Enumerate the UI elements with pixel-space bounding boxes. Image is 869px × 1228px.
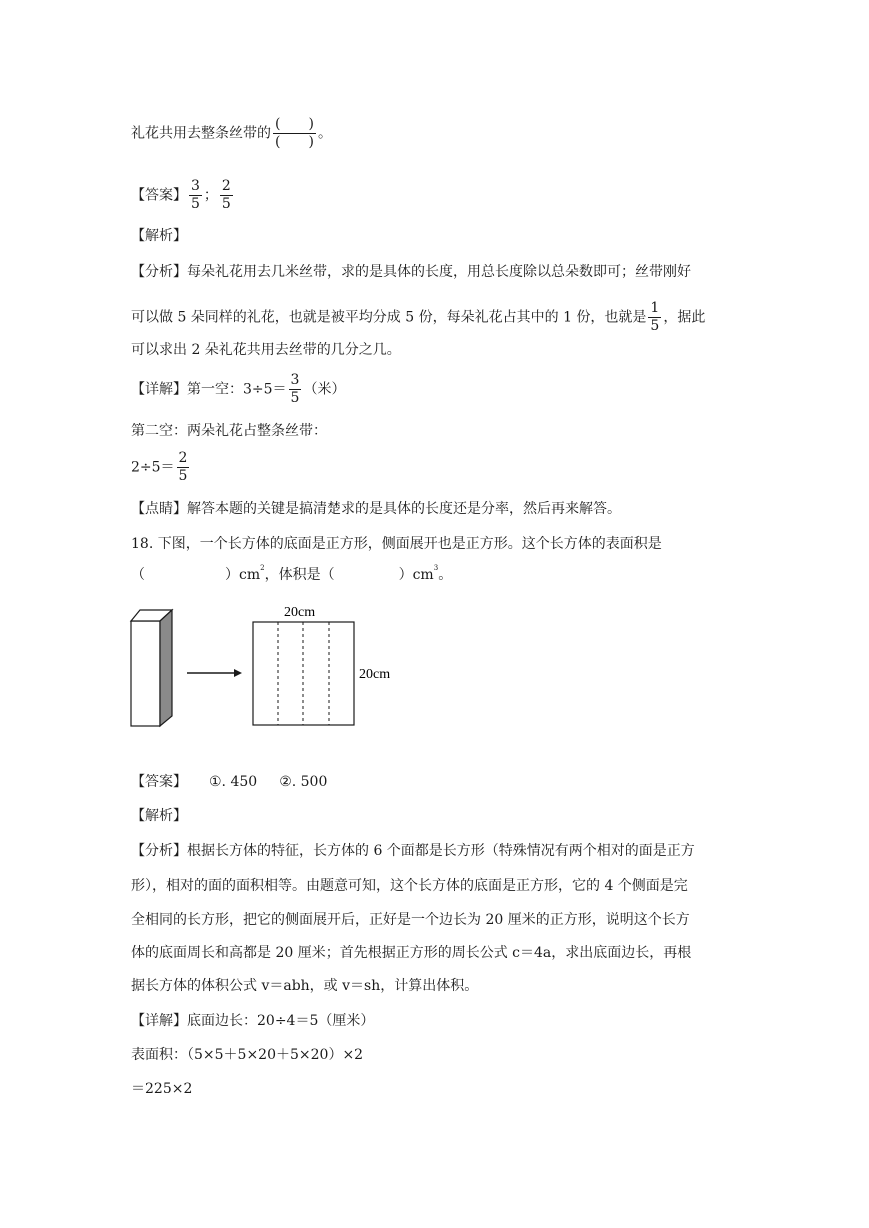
fraction-denominator: 5 [650,318,660,334]
fenxi2-line3: 全相同的长方形，把它的侧面展开后，正好是一个边长为 20 厘米的正方形，说明这个长方 [131,912,690,928]
jiexi1-label: 【解析】 [131,228,187,244]
fraction-denominator: 5 [191,196,200,212]
xiangjie1-fraction [289,372,302,407]
surface-line: 表面积：（5×5＋5×20＋5×20）×2 [131,1047,364,1063]
xiangjie2-text: 底面边长：20÷4＝5（厘米） [187,1013,375,1029]
unfolded-square [253,622,354,725]
answer17-sep: ； [203,187,218,204]
fenxi1-text1: 每朵礼花用去几米丝带，求的是具体的长度，用总长度除以总朵数即可；丝带刚好 [187,264,691,280]
fenxi2-label: 【分析】 [131,843,187,859]
answer17-label: 【答案】 [131,187,187,204]
fraction-numerator: 2 [178,450,188,466]
p17-tail-end: 。 [317,125,332,142]
dianjing-text: 解答本题的关键是搞清楚求的是具体的长度还是分率，然后再来解答。 [187,501,621,517]
fraction-numerator: 3 [191,178,200,194]
fenxi2-line2: 形），相对的面的面积相等。由题意可知，这个长方体的底面是正方形，它的 4 个侧面是完 [131,878,688,894]
q18-line2 [131,565,452,585]
fenxi1-label: 【分析】 [131,264,187,280]
xiangjie1-line [131,372,345,407]
answer17-fraction-2 [220,178,233,213]
xiangjie1-label: 【详解】 [131,381,187,398]
fraction-numerator: 1 [650,300,660,316]
answer18-label: 【答案】 [131,774,187,790]
xiangjie1-unit: （米） [303,381,346,398]
q18-open-paren: （ [131,567,145,583]
second-blank-line: 第二空：两朵礼花占整条丝带： [131,423,327,439]
fenxi1-line3: 可以求出 2 朵礼花共用去丝带的几分之几。 [131,342,401,358]
arrow [187,669,242,677]
q18-mid: ，体积是（ [264,567,335,583]
fenxi1-text2b: ，据此 [663,309,706,326]
q18-sup-1: 2 [260,564,265,572]
xiangjie2-line [131,1011,374,1031]
fenxi2-line5: 据长方体的体积公式 v＝abh，或 v＝sh，计算出体积。 [131,978,479,994]
fenxi2-text1: 根据长方体的特征，长方体的 6 个面都是长方形（特殊情况有两个相对的面是正方 [187,843,695,859]
dianjing-line [131,499,621,519]
answer18-a1: ①. 450 [209,774,258,790]
fenxi1-fraction [648,300,661,335]
xiangjie1-text: 第一空：3÷5＝ [187,381,287,398]
fraction-denominator: 5 [178,468,188,484]
fenxi1-line1 [131,262,691,282]
surface2-line: ＝225×2 [131,1081,193,1097]
jiexi2-label: 【解析】 [131,808,187,824]
side-dimension-label: 20cm [359,667,391,682]
fenxi1-text2a: 可以做 5 朵同样的礼花，也就是被平均分成 5 份，每朵礼花占其中的 1 份，也就是 [131,309,647,326]
fraction-numerator: 3 [290,372,300,388]
q18-unit-1: ）cm [225,567,261,583]
fraction-denominator: 5 [290,390,300,406]
xiangjie2-label: 【详解】 [131,1013,187,1029]
cuboid-figure [125,598,425,733]
q18-end: 。 [438,567,453,583]
q18-unit-2: ）cm [398,567,434,583]
p17-tail-line [131,116,332,151]
blank-denominator: ( ) [275,134,314,150]
blank-numerator: ( ) [275,116,314,132]
fenxi1-line2 [131,300,705,335]
fraction-denominator: 5 [221,196,231,212]
answer17-line [131,178,235,213]
calc2-line [131,450,191,485]
fenxi2-line4: 体的底面周长和高都是 20 厘米；首先根据正方形的周长公式 c＝4a，求出底面边长，再根 [131,945,692,961]
fenxi2-line1 [131,841,695,861]
answer17-fraction-1 [189,178,202,213]
top-dimension-label: 20cm [284,605,316,620]
answer18-line [131,772,327,792]
q18-sup-2: 3 [433,564,439,572]
dianjing-label: 【点睛】 [131,501,187,517]
answer18-a2: ②. 500 [279,774,328,790]
q18-line1: 18. 下图，一个长方体的底面是正方形，侧面展开也是正方形。这个长方体的表面积是 [131,536,662,552]
calc2-text: 2÷5＝ [131,459,175,476]
fraction-numerator: 2 [221,178,231,194]
p17-tail-text: 礼花共用去整条丝带的 [131,125,271,142]
calc2-fraction [177,450,190,485]
cuboid-drawing [131,610,172,726]
blank-fraction [273,116,316,151]
